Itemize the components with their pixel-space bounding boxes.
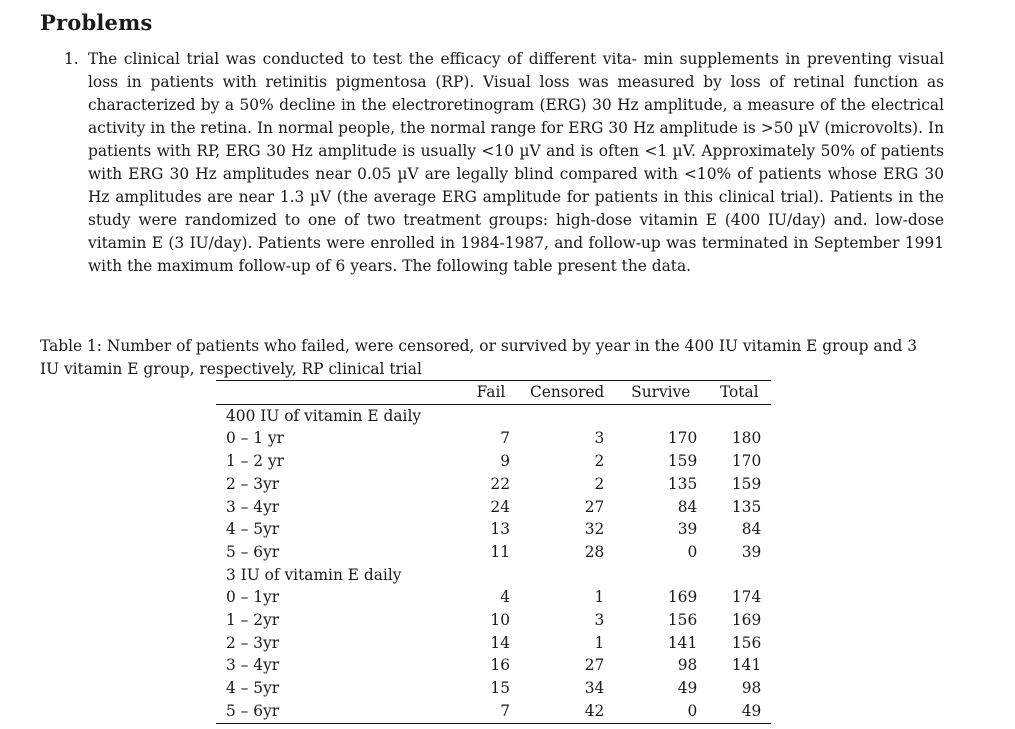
- censored-cell: 1: [594, 633, 605, 652]
- table-row: [216, 450, 771, 473]
- survive-cell: 0: [687, 542, 698, 561]
- fail-cell: 15: [490, 679, 510, 698]
- period-cell: 0 – 1 yr: [226, 429, 285, 448]
- header-fail: Fail: [462, 381, 520, 405]
- table-row: [216, 632, 771, 655]
- problem-1: [64, 48, 944, 278]
- survive-cell: 141: [667, 633, 698, 652]
- period-cell: 5 – 6yr: [226, 542, 280, 561]
- total-cell: 98: [741, 679, 762, 698]
- table-row: [216, 654, 771, 677]
- censored-cell: 3: [594, 429, 605, 448]
- table-row: [216, 427, 771, 450]
- survive-cell: 39: [677, 520, 698, 539]
- fail-cell: 16: [490, 656, 510, 675]
- header-survive: Survive: [614, 381, 707, 405]
- fail-cell: 7: [500, 429, 510, 448]
- total-cell: 180: [731, 429, 762, 448]
- censored-cell: 1: [594, 588, 605, 607]
- period-cell: 3 – 4yr: [226, 656, 280, 675]
- censored-cell: 28: [584, 542, 605, 561]
- censored-cell: 2: [594, 474, 605, 493]
- survive-cell: 170: [667, 429, 698, 448]
- survive-cell: 135: [667, 474, 698, 493]
- survival-table: [216, 380, 771, 724]
- period-cell: 4 – 5yr: [226, 520, 280, 539]
- fail-cell: 22: [490, 474, 510, 493]
- table-row: [216, 473, 771, 496]
- problem-number: 1.: [64, 50, 79, 68]
- censored-cell: 3: [594, 611, 605, 630]
- censored-cell: 27: [584, 656, 605, 675]
- censored-cell: 32: [584, 520, 605, 539]
- total-cell: 169: [731, 611, 762, 630]
- period-cell: 3 – 4yr: [226, 497, 280, 516]
- period-cell: 0 – 1yr: [226, 588, 280, 607]
- survive-cell: 169: [667, 588, 698, 607]
- total-cell: 84: [741, 520, 762, 539]
- censored-cell: 34: [584, 679, 605, 698]
- section-heading: Problems: [40, 10, 153, 35]
- period-cell: 2 – 3yr: [226, 633, 280, 652]
- fail-cell: 10: [490, 611, 510, 630]
- table-caption: Table 1: Number of patients who failed, were censored, or survived by year in the 400 IU vitamin E group and 3 IU vitamin E group, respectively, RP clinical trial: [40, 337, 918, 378]
- group-row: [216, 404, 771, 427]
- table-row: [216, 518, 771, 541]
- survive-cell: 159: [667, 452, 698, 471]
- group-row: [216, 564, 771, 587]
- group-label: 3 IU of vitamin E daily: [226, 565, 402, 584]
- fail-cell: 11: [490, 542, 510, 561]
- period-cell: 2 – 3yr: [226, 474, 280, 493]
- period-cell: 1 – 2yr: [226, 611, 280, 630]
- survive-cell: 49: [677, 679, 698, 698]
- total-cell: 135: [731, 497, 762, 516]
- fail-cell: 4: [500, 588, 510, 607]
- fail-cell: 7: [500, 701, 510, 720]
- total-cell: 141: [731, 656, 762, 675]
- fail-cell: 24: [490, 497, 510, 516]
- survive-cell: 156: [667, 611, 698, 630]
- problem-text: The clinical trial was conducted to test the efficacy of different vita- min supplements in preventing visual loss in patients with retinitis pigmentosa (RP). Visual loss was measured by loss of retinal function as characterized by a 50% decline in the electroretinogram (ERG) 30 Hz amplitude, a measure of the electrical activity in the retina. In normal people, the normal range for ERG 30 Hz amplitude is >50 µV (microvolts). In patients with RP, ERG 30 Hz amplitude is usually <10 µV and is often <1 µV. Approximately 50% of patients with ERG 30 Hz amplitudes near 0.05 µV are legally blind compared with <10% of patients whose ERG 30 Hz amplitudes are near 1.3 µV (the average ERG amplitude for patients in this clinical trial). Patients in the study were randomized to one of two treatment groups: high-dose vitamin E (400 IU/day) and. low-dose vitamin E (3 IU/day). Patients were enrolled in 1984-1987, and follow-up was terminated in September 1991 with the maximum follow-up of 6 years. The following table present the data.: [88, 50, 944, 275]
- header-total: Total: [707, 381, 771, 405]
- total-cell: 156: [731, 633, 762, 652]
- fail-cell: 9: [500, 452, 510, 471]
- table-row: [216, 541, 771, 564]
- table-row: [216, 609, 771, 632]
- total-cell: 39: [741, 542, 762, 561]
- survive-cell: 0: [687, 701, 698, 720]
- period-cell: 1 – 2 yr: [226, 452, 285, 471]
- period-cell: 4 – 5yr: [226, 679, 280, 698]
- header-blank: [216, 381, 462, 405]
- survive-cell: 98: [677, 656, 698, 675]
- total-cell: 49: [741, 701, 762, 720]
- table-row: [216, 496, 771, 519]
- censored-cell: 42: [584, 701, 605, 720]
- survive-cell: 84: [677, 497, 698, 516]
- fail-cell: 13: [490, 520, 510, 539]
- fail-cell: 14: [490, 633, 510, 652]
- total-cell: 170: [731, 452, 762, 471]
- table-row: [216, 700, 771, 723]
- censored-cell: 2: [594, 452, 605, 471]
- total-cell: 174: [731, 588, 762, 607]
- table-header-row: [216, 381, 771, 405]
- table-row: [216, 677, 771, 700]
- header-censored: Censored: [520, 381, 614, 405]
- group-label: 400 IU of vitamin E daily: [226, 406, 422, 425]
- table-row: [216, 586, 771, 609]
- period-cell: 5 – 6yr: [226, 701, 280, 720]
- censored-cell: 27: [584, 497, 605, 516]
- total-cell: 159: [731, 474, 762, 493]
